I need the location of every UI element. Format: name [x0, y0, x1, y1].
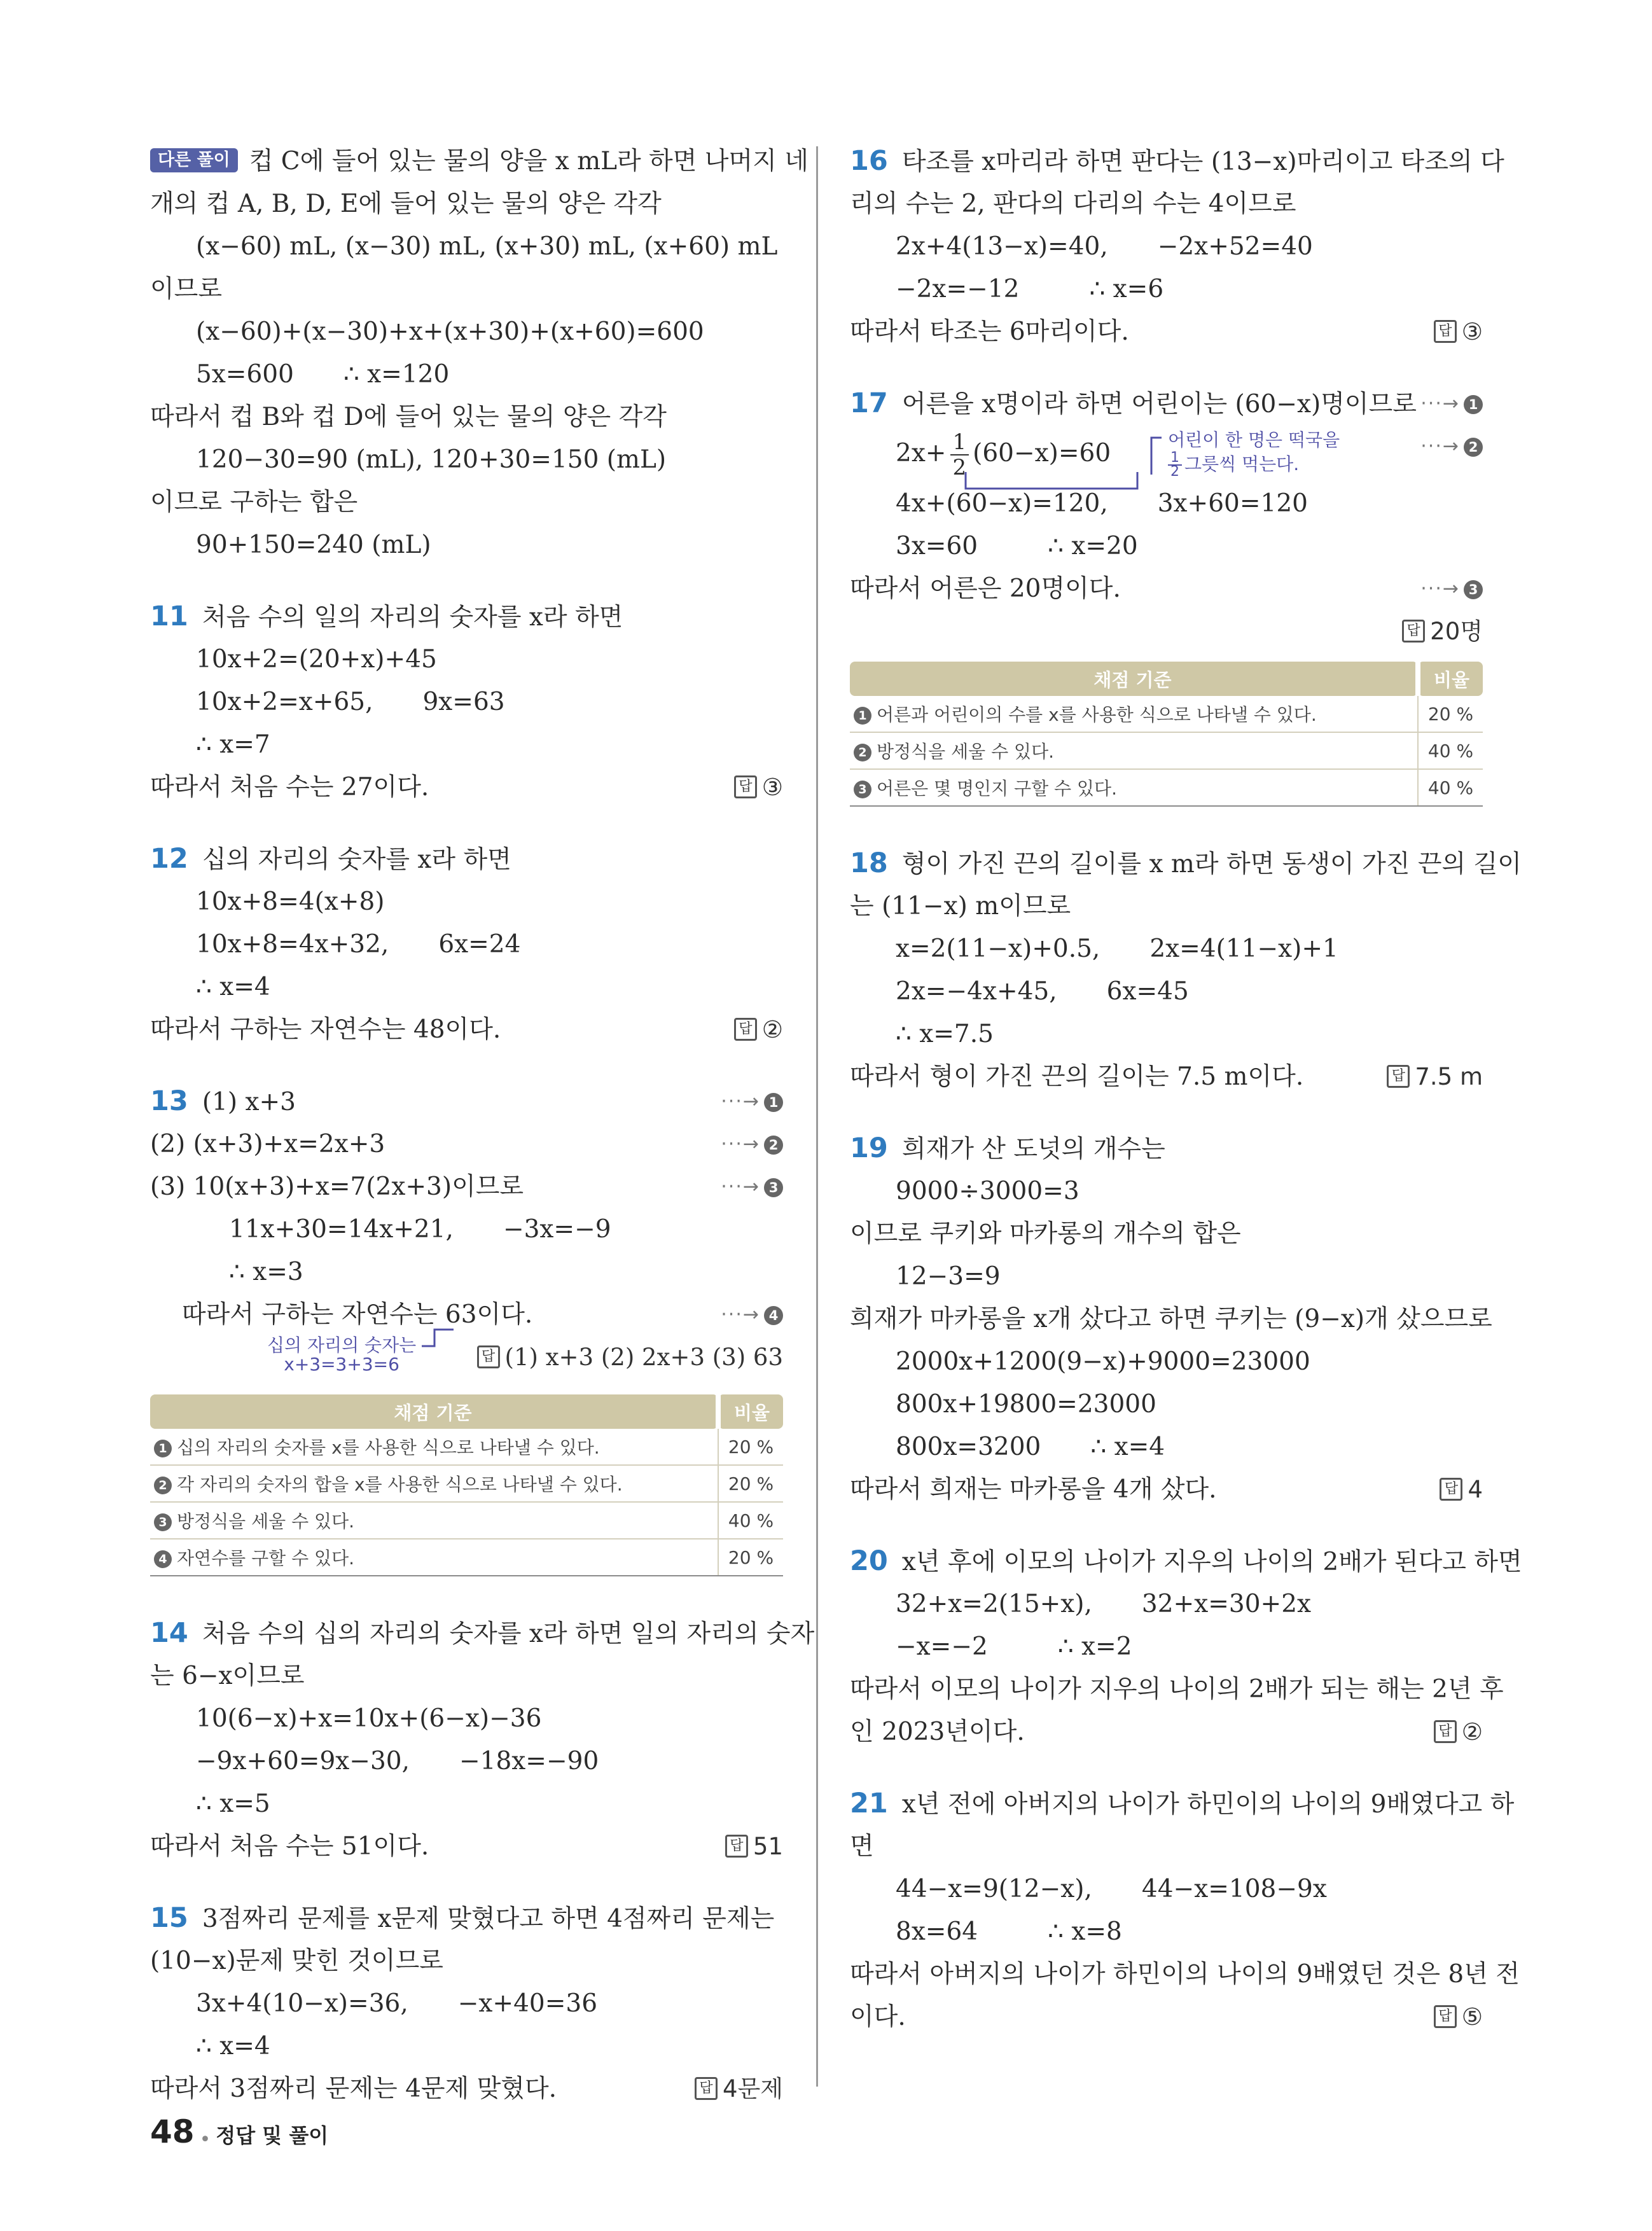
answer-value: 7.5 m	[1415, 1063, 1483, 1090]
problem-number: 17	[850, 387, 888, 419]
text-line: 따라서 3점짜리 문제는 4문제 맞혔다.	[150, 2075, 557, 2103]
problem-12	[150, 838, 783, 1051]
equation: ∴ x=3	[229, 1258, 303, 1286]
equation: x=2(11−x)+0.5,	[896, 935, 1100, 963]
answer	[695, 2068, 783, 2110]
equation: ∴ x=6	[1089, 275, 1164, 303]
ratio-cell: 20 %	[718, 1465, 783, 1502]
answer-icon: 답	[734, 775, 757, 798]
text-line: 3점짜리 문제를 x문제 맞혔다고 하면 4점짜리 문제는	[202, 1905, 775, 1933]
problem-number: 11	[150, 601, 188, 632]
step-4-icon: 4	[154, 1550, 172, 1568]
text-line: 희재가 산 도넛의 개수는	[901, 1135, 1165, 1164]
right-column	[850, 140, 1522, 2038]
equation: 10x+2=x+65,	[196, 688, 373, 716]
annotation-note	[267, 1336, 416, 1374]
equation: ∴ x=4	[196, 2032, 270, 2061]
note-text: 십의 자리의 숫자는	[267, 1335, 417, 1356]
answer-icon: 답	[725, 1835, 748, 1858]
text-line: 는 (11−x) m이므로	[850, 892, 1071, 921]
table-row	[150, 1465, 783, 1502]
answer-icon: 답	[734, 1018, 757, 1041]
step-3-icon: 3	[1464, 580, 1483, 599]
step-marker: ···→ 4	[721, 1293, 783, 1336]
step-2-icon: 2	[154, 1477, 172, 1494]
table-row	[150, 1429, 783, 1465]
equation: 10x+8=4x+32,	[196, 930, 389, 959]
column-divider	[816, 146, 818, 2087]
problem-number: 21	[850, 1788, 888, 1819]
problem-21	[850, 1783, 1520, 2038]
text-line: 따라서 구하는 자연수는 48이다.	[150, 1015, 501, 1044]
answer-value: ②	[1461, 1718, 1483, 1746]
equation: 3x+4(10−x)=36,	[196, 1989, 408, 2018]
step-3-icon: 3	[764, 1178, 783, 1197]
text-line: 따라서 이모의 나이가 지우의 나이의 2배가 되는 해는 2년 후	[850, 1675, 1504, 1704]
answer-icon: 답	[1434, 2005, 1457, 2028]
equation: ∴ x=7	[196, 730, 270, 759]
text-line: 어른을 x명이라 하면 어린이는 (60−x)명이므로	[901, 390, 1417, 419]
equation: 11x+30=14x+21,	[229, 1215, 454, 1244]
answer-value: ⑤	[1461, 2003, 1483, 2031]
equation: 12−3=9	[896, 1262, 1001, 1291]
step-2-icon: 2	[854, 744, 871, 761]
equation: 3x=60	[896, 532, 978, 560]
text-line: 컵 C에 들어 있는 물의 양을 x mL라 하면 나머지 네	[249, 147, 809, 176]
equation: −18x=−90	[459, 1747, 599, 1776]
answer-value: (1) x+3 (2) 2x+3 (3) 63	[504, 1344, 783, 1371]
step-marker: ···→ 1	[721, 1080, 783, 1123]
note-text: x+3=3+3=6	[284, 1354, 399, 1375]
text-line: 리의 수는 2, 판다의 다리의 수는 4이므로	[850, 190, 1296, 218]
answer-icon: 답	[1440, 1478, 1462, 1501]
step-1-icon: 1	[1464, 395, 1483, 414]
equation: −2x=−12	[896, 275, 1020, 303]
annotation-bracket	[420, 1328, 455, 1347]
problem-13	[150, 1080, 783, 1576]
equation: 2x=−4x+45,	[896, 977, 1057, 1006]
answer-value: 4	[1468, 1476, 1483, 1503]
alt-solution-tag: 다른 풀이	[150, 148, 238, 172]
criteria-text: 방정식을 세울 수 있다.	[877, 741, 1055, 762]
problem-number: 15	[150, 1902, 188, 1934]
alternative-solution	[150, 140, 809, 566]
equation: −3x=−9	[503, 1215, 611, 1244]
text-line: 타조를 x마리라 하면 판다는 (13−x)마리이고 타조의 다	[901, 148, 1504, 176]
equation: 10x+2=(20+x)+45	[196, 645, 437, 674]
answer-icon: 답	[1434, 320, 1457, 343]
left-column	[150, 140, 815, 2110]
table-header: 채점 기준	[150, 1394, 718, 1429]
text-line: 따라서 희재는 마카롱을 4개 샀다.	[850, 1475, 1217, 1504]
text-line: 희재가 마카롱을 x개 샀다고 하면 쿠키는 (9−x)개 샀으므로	[850, 1305, 1492, 1333]
ratio-cell: 40 %	[718, 1502, 783, 1539]
footer-title: 정답 및 풀이	[216, 2123, 329, 2148]
problem-17	[850, 382, 1483, 807]
equation: 32+x=30+2x	[1141, 1590, 1312, 1618]
text-line: 따라서 아버지의 나이가 하민이의 나이의 9배였던 것은 8년 전	[850, 1960, 1520, 1989]
table-row	[850, 696, 1483, 732]
equation: 8x=64	[896, 1917, 978, 1946]
problem-19	[850, 1127, 1492, 1511]
step-4-icon: 4	[764, 1306, 783, 1325]
answer-icon: 답	[1387, 1065, 1410, 1088]
equation: 2x=4(11−x)+1	[1149, 935, 1338, 963]
criteria-text: 어른은 몇 명인지 구할 수 있다.	[877, 778, 1117, 799]
table-header: 비율	[1418, 662, 1483, 696]
answer	[1434, 1711, 1483, 1753]
text-line: (3) 10(x+3)+x=7(2x+3)이므로	[150, 1172, 524, 1201]
answer-value: ②	[761, 1016, 783, 1043]
note-text: 어린이 한 명은 떡국을	[1168, 429, 1340, 450]
equation: 10(6−x)+x=10x+(6−x)−36	[196, 1704, 542, 1733]
scoring-criteria-table	[850, 662, 1483, 807]
answer	[1434, 310, 1483, 353]
problem-18	[850, 842, 1522, 1098]
text-line: 따라서 컵 B와 컵 D에 들어 있는 물의 양은 각각	[150, 403, 667, 431]
text-line: 따라서 구하는 자연수는 63이다.	[182, 1300, 533, 1329]
step-1-icon: 1	[854, 707, 871, 725]
footer-separator: •	[199, 2129, 211, 2151]
equation: 90+150=240 (mL)	[196, 531, 431, 559]
problem-number: 16	[850, 145, 888, 177]
problem-number: 20	[850, 1545, 888, 1577]
equation: 9000÷3000=3	[896, 1177, 1079, 1206]
step-3-icon: 3	[854, 781, 871, 798]
step-1-icon: 1	[764, 1093, 783, 1112]
table-header: 채점 기준	[850, 662, 1418, 696]
text-line: 이다.	[850, 2003, 906, 2031]
problem-number: 19	[850, 1132, 888, 1164]
text-line: 따라서 처음 수는 27이다.	[150, 773, 429, 802]
table-row	[850, 769, 1483, 806]
text-line: 이므로 구하는 합은	[150, 488, 358, 517]
ratio-cell: 20 %	[718, 1539, 783, 1576]
text-line: 이므로	[150, 275, 223, 303]
answer-value: 51	[753, 1833, 783, 1860]
equation: ∴ x=2	[1057, 1632, 1132, 1661]
criteria-text: 어른과 어린이의 수를 x를 사용한 식으로 나타낼 수 있다.	[877, 704, 1317, 725]
step-2-icon: 2	[1464, 438, 1483, 457]
step-3-icon: 3	[154, 1513, 172, 1531]
text-line: x년 전에 아버지의 나이가 하민이의 나이의 9배였다고 하	[901, 1790, 1515, 1819]
ratio-cell: 20 %	[1418, 696, 1483, 732]
table-header: 비율	[718, 1394, 783, 1429]
equation: 2x+	[896, 439, 947, 468]
equation: −9x+60=9x−30,	[196, 1747, 410, 1776]
equation: ∴ x=4	[1090, 1433, 1165, 1461]
step-marker: ···→ 3	[1420, 567, 1483, 610]
equation: ∴ x=4	[196, 973, 270, 1001]
text-line: 면	[850, 1832, 874, 1861]
equation: 2000x+1200(9−x)+9000=23000	[896, 1347, 1310, 1376]
equation: 44−x=108−9x	[1141, 1875, 1327, 1903]
step-marker: ···→ 3	[721, 1165, 783, 1208]
page-footer	[150, 2113, 328, 2151]
equation: 3x+60=120	[1157, 489, 1308, 518]
step-2-icon: 2	[764, 1136, 783, 1155]
answer-icon: 답	[1402, 620, 1425, 643]
text-line: 는 6−x이므로	[150, 1662, 305, 1690]
answer	[1440, 1468, 1483, 1511]
answer-value: 4문제	[722, 2075, 783, 2102]
ratio-cell: 40 %	[1418, 769, 1483, 806]
answer	[725, 1825, 783, 1868]
equation: ∴ x=8	[1048, 1917, 1122, 1946]
equation: (60−x)=60	[973, 439, 1111, 468]
equation: 10x+8=4(x+8)	[196, 887, 385, 916]
criteria-text: 방정식을 세울 수 있다.	[177, 1511, 355, 1532]
answer-value: 20명	[1430, 618, 1483, 645]
equation: 5x=600	[196, 360, 294, 389]
ratio-cell: 40 %	[1418, 732, 1483, 769]
problem-15	[150, 1897, 783, 2110]
equation: 44−x=9(12−x),	[896, 1875, 1092, 1903]
equation: (x−60) mL, (x−30) mL, (x+30) mL, (x+60) mL	[196, 232, 778, 261]
problem-20	[850, 1540, 1522, 1753]
text-line: 인 2023년이다.	[850, 1718, 1025, 1746]
fraction: $\frac{1}{2}$	[950, 430, 969, 480]
criteria-text: 십의 자리의 숫자를 x를 사용한 식으로 나타낼 수 있다.	[177, 1437, 600, 1458]
criteria-text: 자연수를 구할 수 있다.	[177, 1548, 355, 1569]
problem-14	[150, 1612, 815, 1868]
scoring-criteria-table	[150, 1394, 783, 1576]
text-line: 이므로 쿠키와 마카롱의 개수의 합은	[850, 1220, 1241, 1248]
answer-icon: 답	[1434, 1720, 1457, 1743]
text-line: 따라서 형이 가진 끈의 길이는 7.5 m이다.	[850, 1062, 1304, 1091]
problem-16	[850, 140, 1504, 353]
text-line: (1) x+3	[202, 1088, 296, 1116]
answer-icon: 답	[477, 1345, 500, 1368]
text-line: 따라서 처음 수는 51이다.	[150, 1832, 429, 1861]
table-row	[150, 1502, 783, 1539]
equation: 2x+4(13−x)=40,	[896, 232, 1108, 261]
step-1-icon: 1	[154, 1440, 172, 1457]
answer-icon: 답	[695, 2077, 718, 2100]
equation: 32+x=2(15+x),	[896, 1590, 1092, 1618]
equation: −2x+52=40	[1157, 232, 1313, 261]
equation: −x=−2	[896, 1632, 988, 1661]
problem-11	[150, 595, 783, 809]
problem-number: 18	[850, 847, 888, 879]
step-marker: ···→ 2	[721, 1123, 783, 1165]
table-row	[850, 732, 1483, 769]
annotation-bracket	[1149, 436, 1164, 476]
text-line: (10−x)문제 맞힌 것이므로	[150, 1947, 443, 1975]
criteria-text: 각 자리의 숫자의 합을 x를 사용한 식으로 나타낼 수 있다.	[177, 1474, 623, 1495]
answer	[734, 1008, 783, 1051]
equation: ∴ x=120	[343, 360, 450, 389]
problem-number: 14	[150, 1617, 188, 1649]
answer	[1387, 1055, 1483, 1098]
text-line: 따라서 어른은 20명이다.	[850, 574, 1121, 603]
ratio-cell: 20 %	[718, 1429, 783, 1465]
text-line: 형이 가진 끈의 길이를 x m라 하면 동생이 가진 끈의 길이	[901, 850, 1522, 879]
equation: ∴ x=20	[1048, 532, 1138, 560]
text-line: x년 후에 이모의 나이가 지우의 나이의 2배가 된다고 하면	[901, 1548, 1522, 1576]
equation: 6x=24	[438, 930, 521, 959]
equation: 800x+19800=23000	[896, 1390, 1156, 1419]
text-line: 십의 자리의 숫자를 x라 하면	[202, 845, 511, 874]
equation: 6x=45	[1106, 977, 1189, 1006]
answer-value: ③	[1461, 318, 1483, 345]
equation: ∴ x=5	[196, 1790, 270, 1818]
answer	[1434, 1996, 1483, 2038]
table-row	[150, 1539, 783, 1576]
equation: (x−60)+(x−30)+x+(x+30)+(x+60)=600	[196, 317, 704, 346]
text-line: 개의 컵 A, B, D, E에 들어 있는 물의 양은 각각	[150, 190, 662, 218]
text-line: 따라서 타조는 6마리이다.	[850, 317, 1129, 346]
equation: 9x=63	[422, 688, 505, 716]
step-marker: ···→ 1	[1420, 382, 1483, 425]
answer	[734, 766, 783, 809]
answer-value: ③	[761, 774, 783, 801]
text-line: 처음 수의 십의 자리의 숫자를 x라 하면 일의 자리의 숫자	[202, 1620, 815, 1648]
equation: ∴ x=7.5	[896, 1020, 994, 1048]
equation: 120−30=90 (mL), 120+30=150 (mL)	[196, 445, 667, 474]
problem-number: 12	[150, 843, 188, 875]
text-line: (2) (x+3)+x=2x+3	[150, 1130, 385, 1158]
problem-number: 13	[150, 1085, 188, 1117]
answer	[1402, 610, 1483, 653]
annotation-note: 어린이 한 명은 떡국을 $\frac{1}{2}$ 그릇씩 먹는다.	[1168, 429, 1340, 480]
equation: 4x+(60−x)=120,	[896, 489, 1108, 518]
step-marker: ···→ 2	[1420, 425, 1483, 468]
page-number: 48	[150, 2113, 195, 2150]
equation: −x+40=36	[457, 1989, 598, 2018]
answer	[477, 1336, 783, 1379]
equation: 800x=3200	[896, 1433, 1041, 1461]
note-text: 그릇씩 먹는다.	[1184, 454, 1300, 475]
text-line: 처음 수의 일의 자리의 숫자를 x라 하면	[202, 603, 623, 632]
